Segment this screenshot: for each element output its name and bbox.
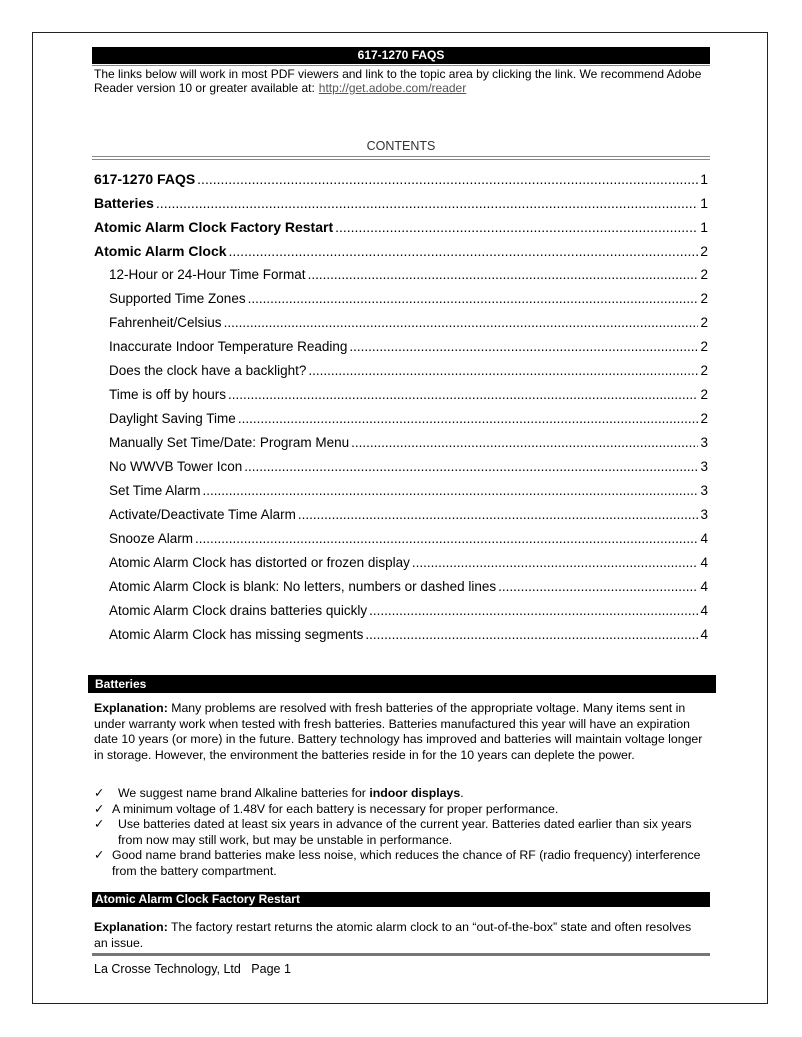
toc-leader-dots <box>412 555 699 570</box>
toc-entry[interactable] <box>94 243 708 267</box>
toc-entry-label: Atomic Alarm Clock <box>94 243 227 259</box>
toc-entry-label: Atomic Alarm Clock is blank: No letters, numbers or dashed lines <box>109 579 497 594</box>
toc-entry[interactable] <box>94 171 708 195</box>
check-icon: ✓ <box>94 817 105 831</box>
toc-entry-label: Batteries <box>94 195 154 211</box>
toc-entry-label: Fahrenheit/Celsius <box>109 315 222 330</box>
factory-restart-explanation-text: The factory restart returns the atomic alarm clock to an “out-of-the-box” state and often resolves an issue. <box>94 920 692 950</box>
toc-entry-label: Activate/Deactivate Time Alarm <box>109 507 296 522</box>
intro-text: The links below will work in most PDF viewers and link to the topic area by clicking the link. We recommend Adobe Reader version 10 or greater available at: <box>94 67 702 95</box>
toc-entry-page: 4 <box>700 555 708 570</box>
toc-entry-page: 1 <box>700 171 708 187</box>
toc-leader-dots <box>203 483 699 498</box>
toc-leader-dots <box>224 315 699 330</box>
batteries-explanation <box>94 701 706 763</box>
contents-rule <box>92 156 710 160</box>
toc-entry-page: 4 <box>700 531 708 546</box>
toc-entry[interactable] <box>94 219 708 243</box>
toc-entry-label: Daylight Saving Time <box>109 411 236 426</box>
toc-entry-label: 617-1270 FAQS <box>94 171 196 187</box>
toc-entry[interactable] <box>94 195 708 219</box>
list-item: ✓ Good name brand batteries make less noise, which reduces the chance of RF (radio frequency) interference from the battery compartment. <box>94 848 701 878</box>
toc-entry-label: Time is off by hours <box>109 387 227 402</box>
toc-entry-page: 2 <box>700 339 708 354</box>
toc-entry-page: 3 <box>700 459 708 474</box>
intro-paragraph <box>94 67 714 95</box>
toc-entry[interactable] <box>94 531 708 555</box>
toc-entry-page: 4 <box>700 603 708 618</box>
toc-entry-label: No WWVB Tower Icon <box>109 459 243 474</box>
toc-entry[interactable] <box>94 411 708 435</box>
toc-entry-page: 4 <box>700 627 708 642</box>
footer-page-number: Page 1 <box>251 962 291 976</box>
toc-leader-dots <box>498 579 698 594</box>
toc-entry-label: Atomic Alarm Clock drains batteries quickly <box>109 603 368 618</box>
toc-entry-label: Supported Time Zones <box>109 291 246 306</box>
toc-entry-page: 3 <box>700 507 708 522</box>
toc-leader-dots <box>351 435 698 450</box>
batteries-explanation-text: Many problems are resolved with fresh batteries of the appropriate voltage. Many items sent in under warranty work when tested with fresh batteries. Batteries manufactured this year will have an expiration date 10 years (or more) in the future. Battery technology has improved and batteries will maintain voltage longer in storage. However, the environment the batteries reside in for the 10 years can deplete the power. <box>94 701 703 762</box>
toc-leader-dots <box>197 171 698 187</box>
check-icon: ✓ <box>94 848 105 862</box>
table-of-contents <box>94 171 708 651</box>
footer-company: La Crosse Technology, Ltd <box>94 962 241 976</box>
batteries-heading: Batteries <box>88 675 716 693</box>
toc-leader-dots <box>308 267 699 282</box>
toc-entry-label: Atomic Alarm Clock has distorted or frozen display <box>109 555 410 570</box>
toc-entry-label: Set Time Alarm <box>109 483 201 498</box>
factory-restart-explanation-label: Explanation: <box>94 920 168 934</box>
toc-entry-page: 2 <box>700 243 708 259</box>
toc-entry-page: 2 <box>700 411 708 426</box>
toc-entry-page: 4 <box>700 579 708 594</box>
toc-leader-dots <box>349 339 698 354</box>
toc-entry-label: Manually Set Time/Date: Program Menu <box>109 435 350 450</box>
document-title: 617-1270 FAQS <box>92 47 710 64</box>
toc-entry-page: 2 <box>700 363 708 378</box>
batteries-explanation-label: Explanation: <box>94 701 168 715</box>
footer-rule <box>92 953 710 956</box>
toc-entry[interactable] <box>94 435 708 459</box>
toc-entry[interactable] <box>94 363 708 387</box>
contents-heading: CONTENTS <box>366 139 436 153</box>
toc-entry-label: 12-Hour or 24-Hour Time Format <box>109 267 306 282</box>
toc-entry-label: Inaccurate Indoor Temperature Reading <box>109 339 348 354</box>
toc-entry[interactable] <box>94 627 708 651</box>
toc-entry-page: 1 <box>700 219 708 235</box>
toc-leader-dots <box>298 507 699 522</box>
check-icon: ✓ <box>94 801 105 816</box>
toc-entry-label: Snooze Alarm <box>109 531 194 546</box>
toc-entry-page: 3 <box>700 483 708 498</box>
toc-entry[interactable] <box>94 483 708 507</box>
toc-entry-page: 3 <box>700 435 708 450</box>
toc-entry[interactable] <box>94 459 708 483</box>
check-icon: ✓ <box>94 786 105 800</box>
toc-entry-label: Atomic Alarm Clock Factory Restart <box>94 219 334 235</box>
toc-entry[interactable] <box>94 387 708 411</box>
toc-entry-page: 2 <box>700 267 708 282</box>
title-rule <box>92 65 710 66</box>
toc-entry[interactable] <box>94 315 708 339</box>
factory-restart-heading: Atomic Alarm Clock Factory Restart <box>92 892 710 907</box>
toc-leader-dots <box>244 459 698 474</box>
toc-leader-dots <box>228 387 698 402</box>
toc-leader-dots <box>335 219 698 235</box>
toc-leader-dots <box>248 291 699 306</box>
toc-leader-dots <box>229 243 699 259</box>
toc-entry-label: Does the clock have a backlight? <box>109 363 307 378</box>
toc-entry-page: 2 <box>700 315 708 330</box>
toc-leader-dots <box>308 363 698 378</box>
toc-leader-dots <box>156 195 698 211</box>
toc-entry-page: 2 <box>700 387 708 402</box>
toc-entry[interactable] <box>94 291 708 315</box>
toc-entry-label: Atomic Alarm Clock has missing segments <box>109 627 364 642</box>
toc-entry[interactable] <box>94 603 708 627</box>
toc-leader-dots <box>365 627 698 642</box>
page-footer <box>94 962 291 976</box>
toc-entry[interactable] <box>94 339 708 363</box>
toc-entry[interactable] <box>94 267 708 291</box>
factory-restart-explanation <box>94 920 706 951</box>
adobe-reader-link[interactable]: http://get.adobe.com/reader <box>318 81 467 95</box>
list-item: ✓ Use batteries dated at least six years in advance of the current year. Batteries dated earlier than six years from now may still work, but may be unstable in performance. <box>94 817 692 847</box>
toc-entry-page: 1 <box>700 195 708 211</box>
toc-leader-dots <box>369 603 698 618</box>
toc-leader-dots <box>195 531 698 546</box>
toc-entry[interactable] <box>94 555 708 579</box>
toc-entry-page: 2 <box>700 291 708 306</box>
batteries-bullet-list <box>94 786 704 879</box>
list-item: ✓ A minimum voltage of 1.48V for each battery is necessary for proper performance. <box>94 801 559 816</box>
toc-leader-dots <box>238 411 699 426</box>
toc-entry[interactable] <box>94 579 708 603</box>
toc-entry[interactable] <box>94 507 708 531</box>
list-item: ✓ We suggest name brand Alkaline batteries for indoor displays. <box>94 786 464 800</box>
